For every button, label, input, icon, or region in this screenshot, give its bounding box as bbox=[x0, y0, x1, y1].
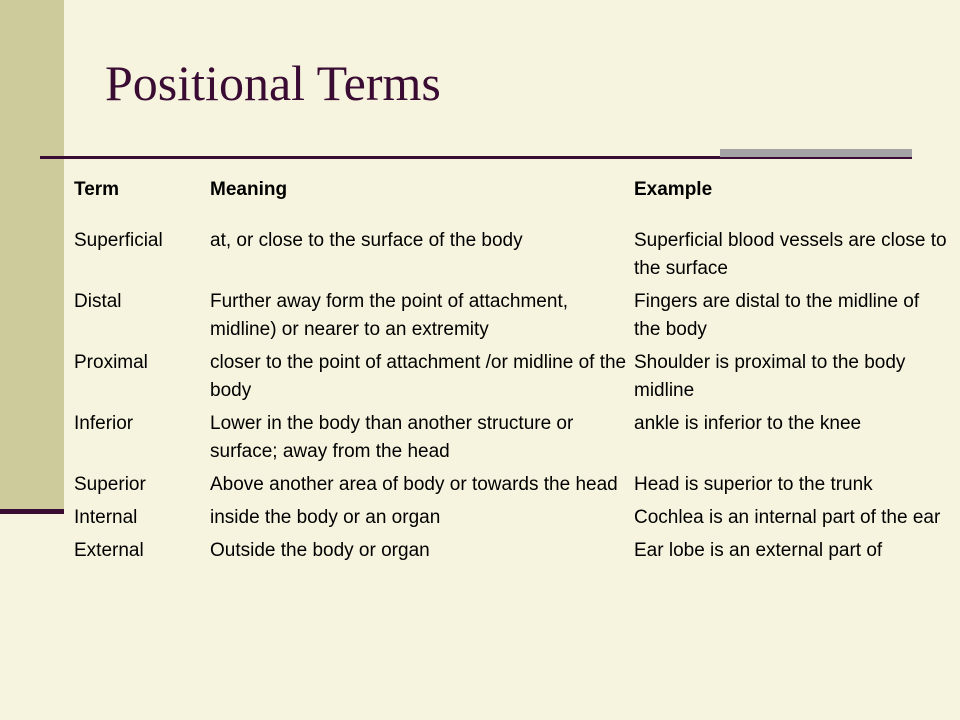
example-cell: Superficial blood vessels are close to the surface bbox=[634, 230, 947, 279]
meaning-cell: inside the body or an organ bbox=[210, 507, 441, 528]
positional-terms-table bbox=[74, 176, 954, 570]
table-header-row bbox=[74, 176, 954, 204]
meaning-cell: Above another area of body or towards the head bbox=[210, 474, 618, 495]
divider-accent bbox=[720, 149, 912, 157]
meaning-cell: Lower in the body than another structure or surface; away from the head bbox=[210, 413, 574, 462]
example-cell: Cochlea is an internal part of the ear bbox=[634, 507, 941, 528]
term-cell: External bbox=[74, 540, 144, 561]
term-cell: Proximal bbox=[74, 352, 148, 373]
example-cell: Shoulder is proximal to the body midline bbox=[634, 352, 906, 401]
slide-title: Positional Terms bbox=[105, 55, 441, 111]
term-cell: Superior bbox=[74, 474, 146, 495]
table-row bbox=[74, 504, 954, 532]
term-cell: Superficial bbox=[74, 230, 163, 251]
table-row bbox=[74, 537, 954, 565]
header-meaning: Meaning bbox=[210, 179, 288, 200]
meaning-cell: at, or close to the surface of the body bbox=[210, 230, 523, 251]
term-cell: Distal bbox=[74, 291, 122, 312]
table-row bbox=[74, 410, 954, 466]
meaning-cell: Outside the body or organ bbox=[210, 540, 430, 561]
header-example: Example bbox=[634, 179, 713, 200]
example-cell: ankle is inferior to the knee bbox=[634, 413, 862, 434]
table-row bbox=[74, 288, 954, 344]
term-cell: Inferior bbox=[74, 413, 134, 434]
meaning-cell: closer to the point of attachment /or midline of the body bbox=[210, 352, 627, 401]
term-cell: Internal bbox=[74, 507, 138, 528]
table-row bbox=[74, 227, 954, 283]
meaning-cell: Further away form the point of attachment, midline) or nearer to an extremity bbox=[210, 291, 569, 340]
header-term: Term bbox=[74, 179, 120, 200]
left-decorative-bar bbox=[0, 0, 64, 514]
table-row bbox=[74, 349, 954, 405]
left-accent-line bbox=[0, 509, 64, 514]
example-cell: Ear lobe is an external part of bbox=[634, 540, 883, 561]
example-cell: Fingers are distal to the midline of the body bbox=[634, 291, 920, 340]
example-cell: Head is superior to the trunk bbox=[634, 474, 873, 495]
table-row bbox=[74, 471, 954, 499]
